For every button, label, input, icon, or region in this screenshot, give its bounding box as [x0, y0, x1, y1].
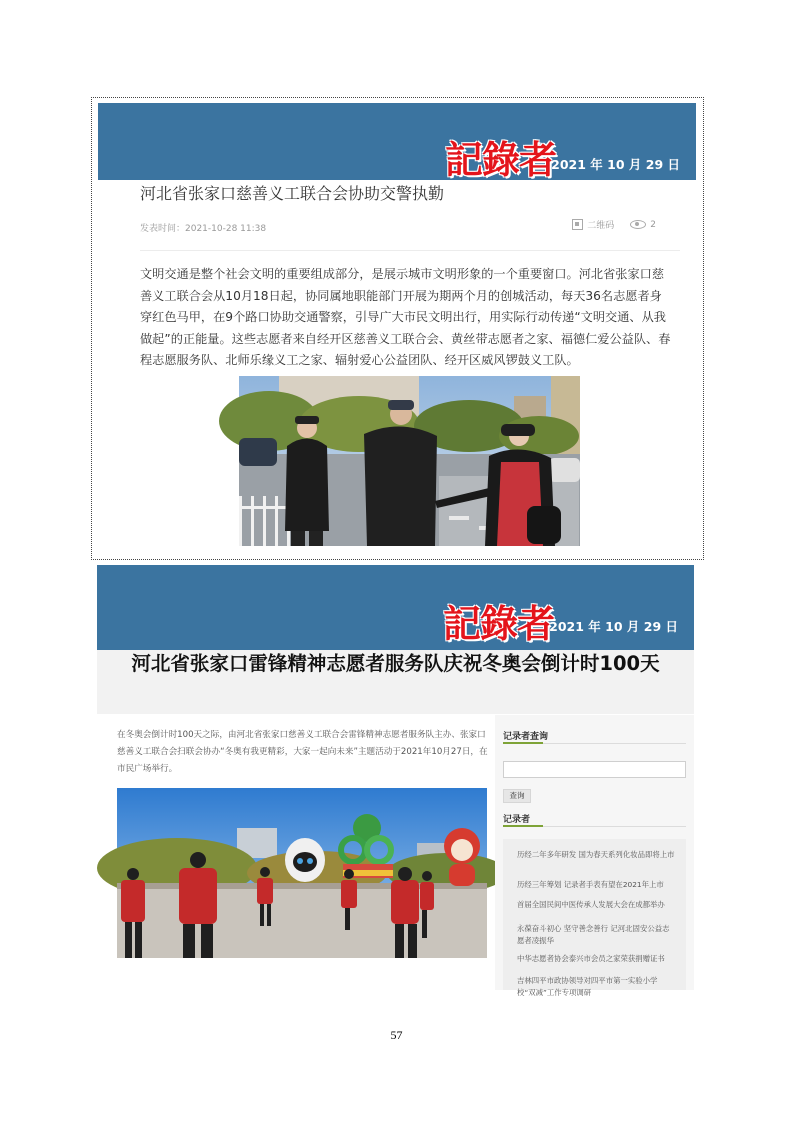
page-number: 57	[390, 1028, 403, 1042]
issue-date: 2021 年 10 月 29 日	[549, 619, 678, 634]
article-title: 河北省张家口慈善义工联合会协助交警执勤	[140, 184, 445, 203]
article-list	[503, 839, 686, 997]
list-item[interactable]: 历经三年筹划 记录者手表有望在2021年上市	[517, 880, 664, 889]
article-body: 文明交通是整个社会文明的重要组成部分，是展示城市文明形象的一个重要窗口。河北省张家口慈善义工联合会从10月18日起，协同属地职能部门开展为期两个月的创城活动，每天36名志愿者身穿红色马甲，在9个路口协助交通警察，引导广大市民文明出行，用实际行动传递“文明交通、从我做起”的正能量。这些志愿者来自经开区慈善义工联合会、黄丝带志愿者之家、福德仁爱公益队、春程志愿服务队、北师乐缘义工之家、辐射爱心公益团队、经开区威风锣鼓义工队。	[140, 267, 671, 367]
list-item[interactable]: 历经二年多年研发 国为春天系列化妆品即将上市	[517, 850, 675, 859]
article-tools	[572, 218, 656, 231]
issue-date: 2021 年 10 月 29 日	[551, 157, 680, 172]
list-heading: 记录者	[503, 815, 531, 825]
list-item[interactable]: 中华志愿者协会泰兴市会员之家荣获捐赠证书	[517, 954, 665, 963]
clipping-1	[91, 97, 704, 560]
article-photo	[239, 376, 580, 546]
list-item[interactable]: 首届全国民间中医传承人发展大会在成都举办	[517, 900, 665, 909]
clipping-2	[97, 565, 694, 997]
article-body: 在冬奥会倒计时100天之际，由河北省张家口慈善义工联合会雷锋精神志愿者服务队主办、张家口慈善义工联合会扫联会协办“冬奥有我更精彩，大家一起向未来”主题活动于2021年10月27日，在市民广场举行。	[117, 730, 488, 774]
sidebar	[495, 715, 694, 997]
heading-rule	[503, 743, 686, 744]
header-banner	[97, 565, 694, 650]
search-button[interactable]: 查询	[503, 789, 531, 803]
eye-icon	[630, 220, 646, 229]
list-item[interactable]: 吉林四平市政协领导对四平市第一实验小学校“双减”工作专项调研	[517, 976, 658, 997]
divider	[140, 250, 680, 251]
article-photo	[117, 788, 487, 958]
clipping-1-content	[98, 103, 696, 554]
qr-code-label[interactable]: 二维码	[587, 221, 615, 231]
article-main	[97, 715, 492, 990]
publish-time: 发表时间：2021-10-28 11:38	[140, 224, 267, 234]
search-input[interactable]	[503, 761, 686, 778]
list-item[interactable]: 永葆奋斗初心 坚守善念善行 记河北固安公益志愿者凌振华	[517, 924, 670, 945]
brand-logo: 記錄者	[442, 601, 554, 646]
header-banner	[98, 103, 696, 180]
brand-logo: 記錄者	[444, 137, 556, 182]
article-title: 河北省张家口雷锋精神志愿者服务队庆祝冬奥会倒计时100天	[131, 652, 660, 675]
heading-rule	[503, 826, 686, 827]
qr-code-icon[interactable]	[572, 219, 583, 230]
search-heading: 记录者查询	[503, 732, 549, 742]
view-count: 2	[650, 219, 656, 230]
